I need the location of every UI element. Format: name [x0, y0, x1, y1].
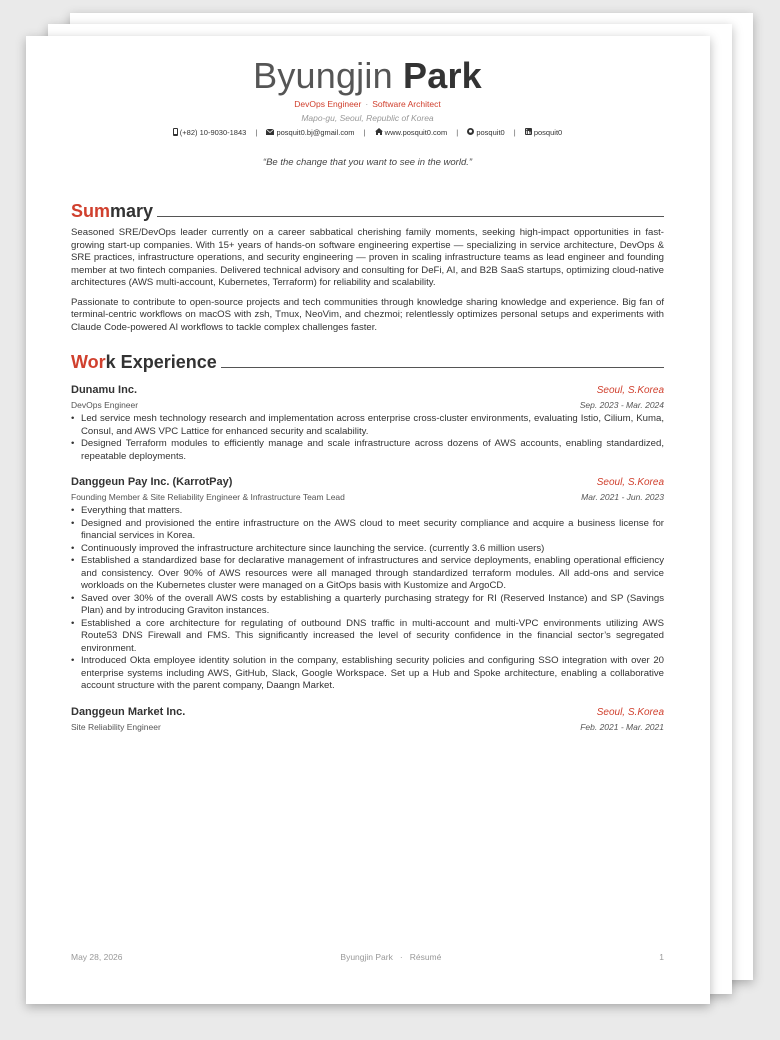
resume-page	[26, 36, 710, 1004]
summary-heading	[71, 201, 664, 221]
mobile-phone-icon	[173, 127, 178, 138]
list-item: • Designed and provisioned the entire infrastructure on the AWS cloud to meet security compliance and acquire a business license for financial services in Korea.	[71, 518, 664, 543]
email-text: posquit0.bj@gmail.com	[276, 128, 355, 137]
position-2: Software Architect	[372, 99, 441, 109]
work-heading-rest: k Experience	[105, 352, 217, 372]
list-item: • Designed Terraform modules to efficiently manage and scale infrastructure across dozens of AWS accounts, enabling standardized, repeatable deployments.	[71, 438, 664, 463]
list-item: • Continuously improved the infrastructure architecture since launching the service. (currently 3.6 million users)	[71, 543, 664, 556]
summary-heading-rest: mary	[110, 201, 154, 221]
separator: |	[513, 128, 516, 137]
list-item: • Saved over 30% of the overall AWS costs by establishing a quarterly purchasing strategy for RI (Reserved Instance) and SP (Savings Plan) and by introducing Graviton instances.	[71, 593, 664, 618]
position-separator: ·	[365, 99, 369, 109]
experience-entry-dunamu	[71, 383, 664, 463]
list-item: • Established a core architecture for regulating of outbound DNS traffic in multi-account and multi-VPC environments utilizing AWS Route53 DNS Firewall and FMS. This significantly increased the level of security confidence in the financial sector’s segregated environment.	[71, 618, 664, 656]
list-item: • Established a standardized base for declarative management of infrastructures and service deployments, enabling operational efficiency and consistency. Over 90% of AWS resources were all managed through standardized terraform modules. All add-ons and service workloads on the Kubernetes cluster were managed on a GitOps basis with Kustomize and ArgoCD.	[71, 555, 664, 593]
company-name: Danggeun Market Inc.	[71, 705, 186, 718]
list-item: • Everything that matters.	[71, 505, 664, 518]
footer-date: May 28, 2026	[71, 952, 123, 962]
email-contact[interactable]	[266, 128, 354, 137]
summary-heading-accent: Sum	[71, 201, 111, 221]
home-icon	[375, 127, 383, 138]
job-role: Site Reliability Engineer	[71, 721, 161, 732]
footer-doc: Résumé	[409, 952, 442, 962]
quote: “Be the change that you want to see in the world.”	[262, 157, 473, 168]
job-dates: Mar. 2021 - Jun. 2023	[581, 492, 664, 502]
achievement-list	[71, 505, 664, 693]
experience-entry-danggeun-market	[71, 705, 664, 733]
github-icon	[467, 127, 474, 138]
resume-content	[71, 54, 664, 733]
company-location: Seoul, S.Korea	[596, 706, 664, 718]
positions	[71, 98, 664, 110]
company-name: Dunamu Inc.	[71, 384, 138, 396]
job-dates: Feb. 2021 - Mar. 2021	[580, 721, 664, 732]
envelope-icon	[266, 127, 274, 138]
github-text: posquit0	[476, 128, 505, 137]
company-location: Seoul, S.Korea	[596, 477, 664, 488]
phone-text: (+82) 10-9030-1843	[179, 128, 247, 137]
separator: |	[363, 128, 366, 137]
position-1: DevOps Engineer	[294, 99, 362, 109]
job-role: DevOps Engineer	[71, 400, 139, 410]
contact-bar	[71, 127, 664, 138]
linkedin-contact[interactable]	[525, 128, 562, 137]
list-item: • Led service mesh technology research and implementation across enterprise cross-cluster environments, evaluating Istio, Cilium, Kuma, Consul, and AWS VPC Lattice for enhanced security and scalability.	[71, 413, 664, 438]
summary-paragraph-2: Passionate to contribute to open-source projects and tech communities through knowledge sharing knowledge and experience. Big fan of terminal-centric workflows on macOS with zsh, Tmux, NeoVim, and chezmoi; relentlessly optimizes personal setups and experiments with Claude Code-powered AI workflows to tackle complex challenges faster.	[71, 296, 664, 333]
work-heading-accent: Wor	[71, 352, 106, 372]
page-number: 1	[659, 952, 664, 962]
summary-paragraph-1: Seasoned SRE/DevOps leader currently on a career sabbatical cherishing family moments, seeking high-impact opportunities in fast-growing start-up companies. With 15+ years of hands-on software engineering expertise — specializing in service architecture, DevOps & SRE practices, infrastructure operations, and security engineering — proven in scaling infrastructure teams as lead engineer and founding member at two fintech companies. Delivered technical advisory and consulting for DeFi, AI, and B2B SaaS startups, optimizing cloud-native architectures (AWS multi-account, Kubernetes, Terraform) for reliability and scalability.	[71, 227, 664, 288]
list-item: • Introduced Okta employee identity solution in the company, establishing security policies and configuring SSO integration with over 20 enterprise systems including AWS, GitHub, Slack, Google Workspace. Set up a Hub and Spoke architecture, enabling a collaborative account structure with the parent company, Daangn Market.	[71, 655, 664, 693]
company-name: Danggeun Pay Inc. (KarrotPay)	[71, 476, 233, 488]
homepage-contact[interactable]	[375, 128, 448, 137]
heading-rule	[157, 216, 664, 217]
first-name: Byungjin	[253, 55, 393, 96]
footer-author: Byungjin Park	[340, 952, 393, 962]
company-location: Seoul, S.Korea	[596, 385, 664, 396]
separator: |	[456, 128, 459, 137]
applicant-name	[71, 54, 664, 98]
github-contact[interactable]	[467, 128, 504, 137]
footer-center	[340, 952, 441, 962]
job-dates: Sep. 2023 - Mar. 2024	[579, 400, 664, 410]
experience-entry-karrotpay	[71, 475, 664, 693]
separator: |	[255, 128, 258, 137]
heading-rule	[221, 367, 664, 368]
page-footer	[71, 952, 664, 962]
achievement-list	[71, 413, 664, 463]
linkedin-text: posquit0	[533, 128, 563, 137]
address: Mapo-gu, Seoul, Republic of Korea	[301, 113, 434, 123]
homepage-text: www.posquit0.com	[384, 128, 448, 137]
footer-separator: ·	[399, 952, 403, 962]
job-role: Founding Member & Site Reliability Engineer & Infrastructure Team Lead	[71, 492, 345, 502]
work-experience-heading	[71, 352, 664, 372]
phone-contact[interactable]	[173, 128, 247, 137]
last-name: Park	[403, 55, 482, 96]
linkedin-icon	[525, 127, 532, 138]
